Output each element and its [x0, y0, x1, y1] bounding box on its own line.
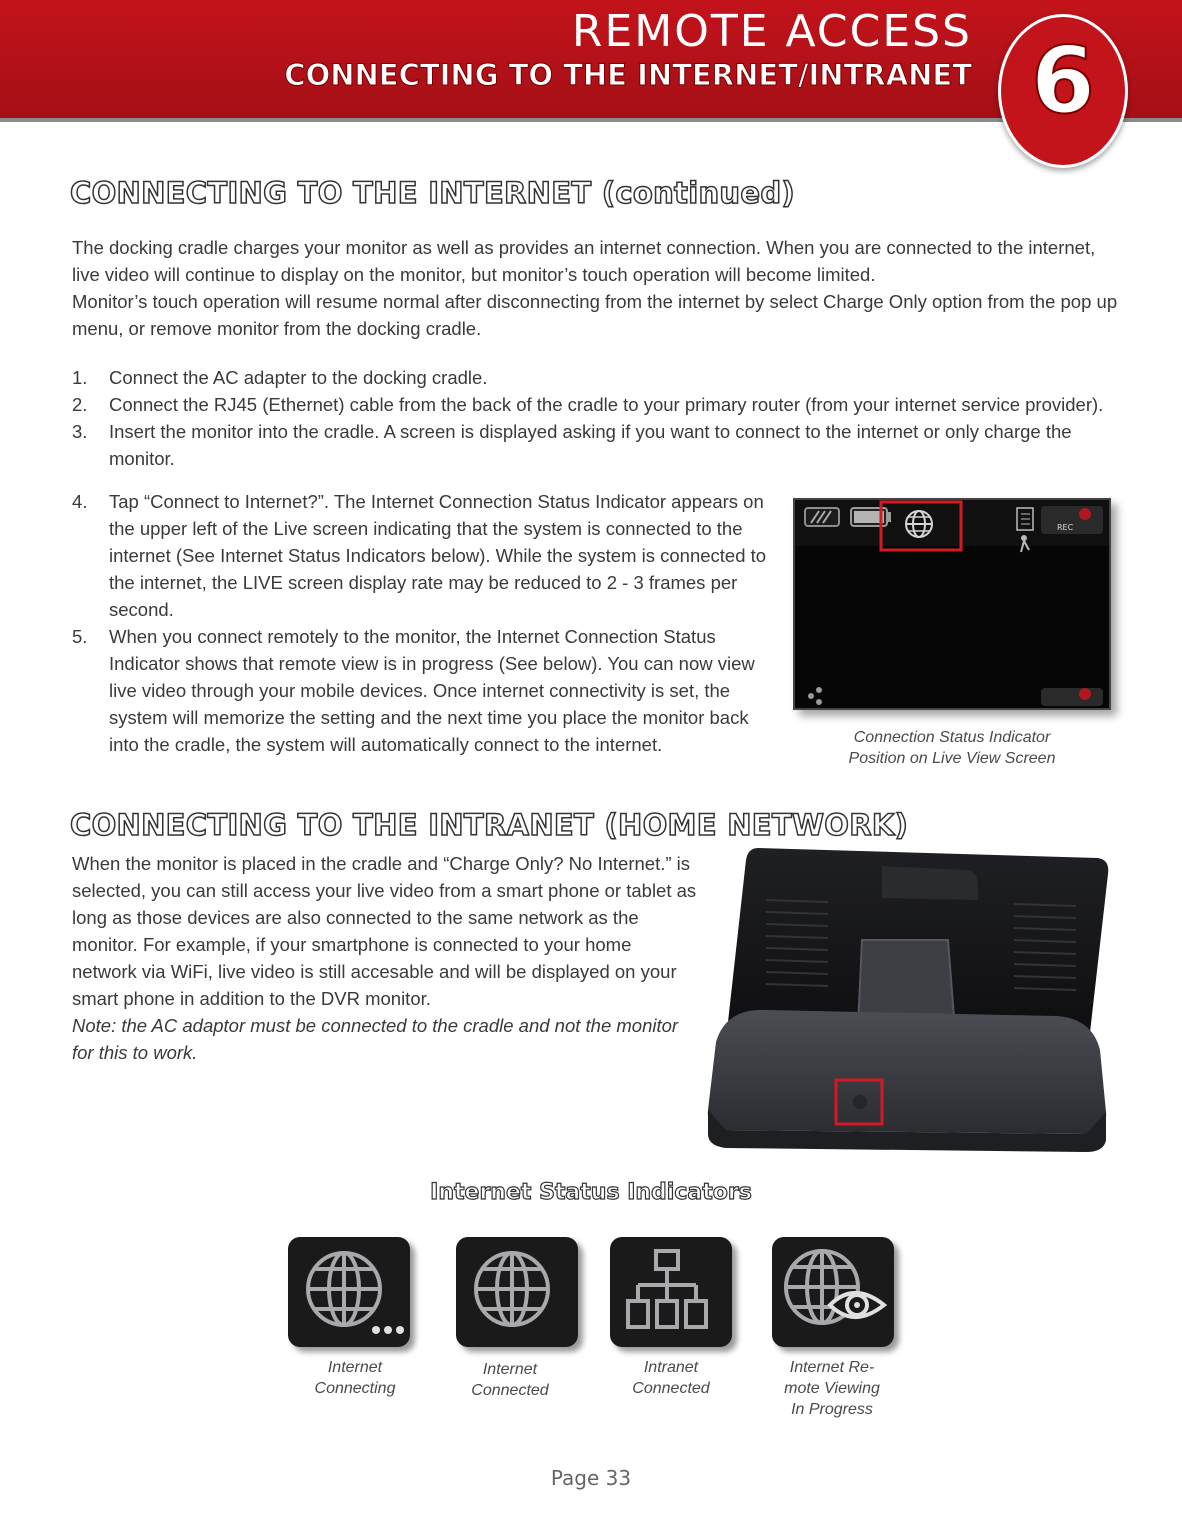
section-heading-intranet: CONNECTING TO THE INTRANET (HOME NETWORK): [70, 808, 909, 842]
indicator-caption: [606, 1357, 736, 1399]
caption-line: Internet Re-: [789, 1359, 875, 1376]
step-text: Connect the AC adapter to the docking cradle.: [109, 367, 488, 388]
step-text: Tap “Connect to Internet?”. The Internet Connection Status Indicator appears on the upper left of the Live screen indicating that the system is connected to the internet (See Internet Status Indicators below). While the system is connected to the internet, the LIVE screen display rate may be reduced to 2 - 3 frames per second.: [109, 491, 767, 620]
intro-paragraph: The docking cradle charges your monitor as well as provides an internet connection. When you are connected to the internet, live video will continue to display on the monitor, but monitor’s touch operation will become limited.: [72, 237, 1096, 285]
steps-list-lower: [72, 488, 778, 758]
live-view-screen-image: [793, 498, 1111, 710]
list-item: [72, 391, 1122, 418]
indicators-title: Internet Status Indicators: [430, 1180, 752, 1205]
steps-list-upper: [72, 364, 1122, 472]
caption-line: Internet: [327, 1359, 383, 1376]
section-heading-internet: CONNECTING TO THE INTERNET (continued): [70, 176, 795, 210]
list-item: [72, 623, 778, 758]
step-text: Connect the RJ45 (Ethernet) cable from the back of the cradle to your primary router (from your internet service provider).: [109, 394, 1104, 415]
globe-connecting-icon: [288, 1237, 410, 1347]
screen-caption: [800, 727, 1104, 769]
caption-line: Position on Live View Screen: [848, 750, 1056, 767]
remote-viewing-indicator: [772, 1237, 894, 1347]
network-tree-icon: [610, 1237, 732, 1347]
screen-rec-label: REC: [1057, 523, 1074, 532]
globe-icon: [456, 1237, 578, 1347]
chapter-subtitle: CONNECTING TO THE INTERNET/INTRANET: [284, 58, 972, 92]
highlight-box: [881, 502, 961, 550]
intranet-connected-indicator: [610, 1237, 732, 1347]
step-number: 5.: [72, 626, 88, 647]
intranet-paragraph: When the monitor is placed in the cradle and “Charge Only? No Internet.” is selected, you can still access your live video from a smart phone or tablet as long as those devices are also connected to the same network as the monitor. For example, if your smartphone is connected to your home network via WiFi, live video is still accesable and will be displayed on your smart phone in addition to the DVR monitor.: [72, 853, 697, 1009]
step-number: 2.: [72, 394, 88, 415]
docking-cradle-image: [696, 840, 1122, 1182]
list-item: [72, 418, 1122, 472]
caption-line: In Progress: [791, 1401, 873, 1418]
caption-line: Connecting: [314, 1380, 396, 1397]
indicator-caption: [290, 1357, 420, 1399]
chapter-title: REMOTE ACCESS: [571, 6, 972, 57]
chapter-number-badge: [998, 14, 1128, 168]
internet-intro: [72, 234, 1122, 342]
page-number: Page 33: [550, 1466, 632, 1490]
list-item: [72, 364, 1122, 391]
step-number: 1.: [72, 367, 88, 388]
intranet-note: Note: the AC adaptor must be connected to the cradle and not the monitor for this to work.: [72, 1015, 679, 1063]
connection-status-globe-icon: [906, 511, 932, 537]
internet-connecting-indicator: [288, 1237, 410, 1347]
intro-paragraph: Monitor’s touch operation will resume normal after disconnecting from the internet by select Charge Only option from the pop up menu, or remove monitor from the docking cradle.: [72, 291, 1118, 339]
internet-connected-indicator: [456, 1237, 578, 1347]
live-view-screen-graphic: [795, 500, 1109, 708]
indicator-caption: [445, 1359, 575, 1401]
caption-line: Internet: [482, 1361, 538, 1378]
globe-eye-icon: [772, 1237, 894, 1347]
caption-line: Connection Status Indicator: [853, 729, 1051, 746]
indicator-caption: [762, 1357, 902, 1420]
caption-line: mote Viewing: [784, 1380, 880, 1397]
step-text: Insert the monitor into the cradle. A screen is displayed asking if you want to connect to the internet or only charge the monitor.: [109, 421, 1072, 469]
caption-line: Connected: [632, 1380, 710, 1397]
chapter-number: 6: [1030, 27, 1095, 134]
caption-line: Connected: [471, 1382, 549, 1399]
step-number: 4.: [72, 491, 88, 512]
step-text: When you connect remotely to the monitor, the Internet Connection Status Indicator shows that remote view is in progress (See below). You can now view live video through your mobile devices. Once internet connectivity is set, the system will memorize the setting and the next time you place the monitor back into the cradle, the system will automatically connect to the internet.: [109, 626, 755, 755]
caption-line: Intranet: [643, 1359, 699, 1376]
list-item: [72, 488, 778, 623]
intranet-body: [72, 850, 700, 1066]
step-number: 3.: [72, 421, 88, 442]
